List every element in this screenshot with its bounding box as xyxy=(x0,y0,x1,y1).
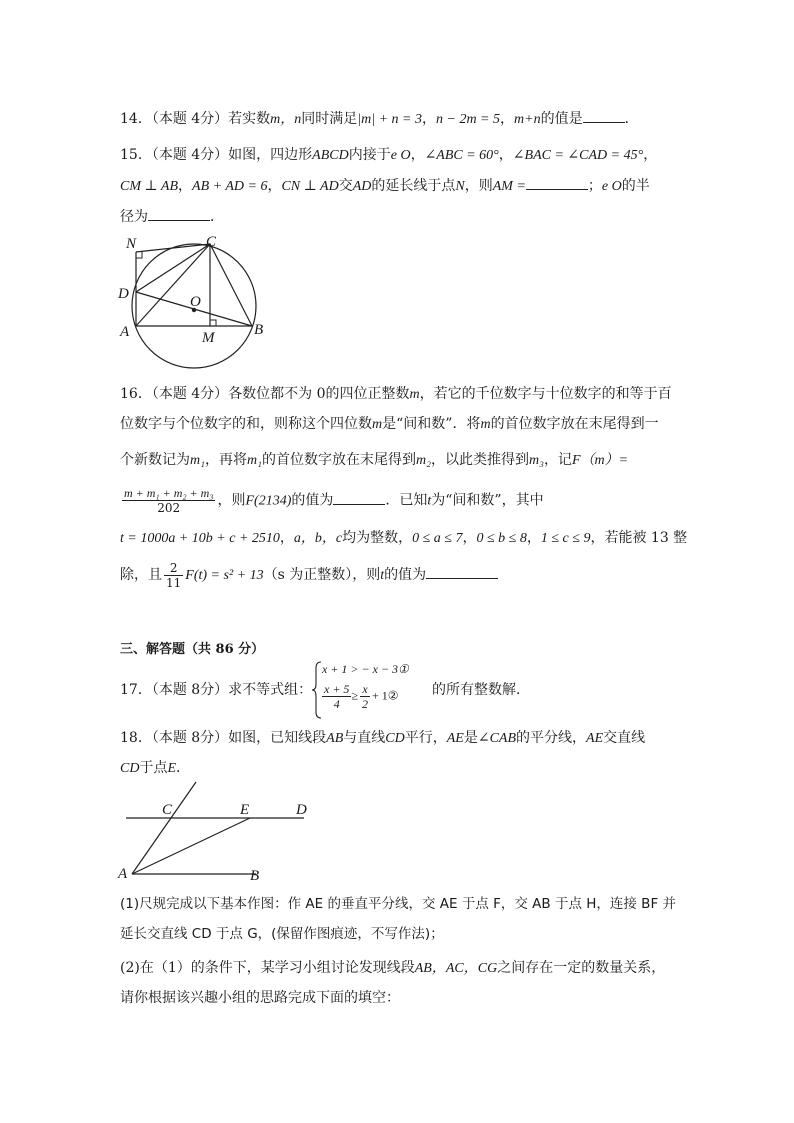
q16-text: （s 为正整数），则 xyxy=(263,567,381,583)
q16-text: 的首位数字放在末尾得到一 xyxy=(490,416,659,432)
q16-sep: ， xyxy=(279,530,294,546)
q15-text: 交 xyxy=(338,178,353,194)
q16-var: m xyxy=(480,417,491,432)
q15-sep: ， xyxy=(178,178,193,194)
q14-prefix: 14．（本题 4分）若实数 xyxy=(120,111,271,127)
q18-text: 交直线 xyxy=(603,730,646,746)
q16-text: ．已知 xyxy=(385,492,428,509)
q15-ad: AD xyxy=(352,179,372,194)
question-16-line-5 xyxy=(120,528,687,549)
label-o: O xyxy=(190,294,201,310)
q16-var: m₃ xyxy=(528,453,544,468)
q16-text: 是“间和数”．将 xyxy=(382,416,481,432)
q16-frac-den: 11 xyxy=(166,575,182,590)
q16-text: ，以此类推得到 xyxy=(430,452,529,468)
q16-t-eq: t = 1000a + 10b + c + 2510 xyxy=(120,531,280,546)
label-a: A xyxy=(120,324,130,340)
q15-cm: CM ⊥ AB xyxy=(120,179,179,194)
q16-ft-eq: F(t) = s² + 13 xyxy=(185,568,264,583)
question-15-line-3 xyxy=(120,206,224,227)
q16-var: m xyxy=(372,417,383,432)
q16-text: ，记 xyxy=(543,452,572,468)
q16-f2134: F(2134) xyxy=(245,493,292,509)
q16-text: 个新数记为 xyxy=(120,452,190,468)
q14-eq1: |m| + n = 3 xyxy=(357,112,422,127)
q16-var: m₁ xyxy=(190,453,205,468)
question-15-line-1 xyxy=(120,145,657,166)
q15-sum: AB + AD = 6 xyxy=(192,179,268,194)
q18-vars: AB，AC，CG xyxy=(414,961,498,976)
q15-angle-abc: ∠ABC = 60° xyxy=(424,148,499,163)
q18-part-1-line-2: 延长交直线 CD 于点 G，(保留作图痕迹，不写作法)； xyxy=(120,926,444,942)
q15-text: ，则 xyxy=(464,178,493,194)
q15-sep: ； xyxy=(587,178,602,194)
label-b: B xyxy=(254,322,264,338)
label-e: E xyxy=(240,802,250,818)
q16-frac-den: 202 xyxy=(157,501,181,515)
q16-var: t xyxy=(427,493,432,509)
q18-text: 是 xyxy=(463,730,478,746)
q16-text: 16．（本题 4分）各数位都不为 0的四位正整数 xyxy=(120,386,410,402)
q18-text: 18．（本题 8分）如图，已知线段 xyxy=(120,730,327,746)
q17-inequality-system xyxy=(312,660,422,720)
q18-end: ． xyxy=(176,760,191,776)
q17-tail: + 1② xyxy=(372,688,399,703)
q15-circle: e O xyxy=(390,148,411,163)
q18-text: 的平分线， xyxy=(516,730,587,746)
q17-frac-den: 2 xyxy=(362,697,369,711)
label-c: C xyxy=(162,802,173,818)
question-18-line-2 xyxy=(120,758,190,779)
q17-frac-right xyxy=(360,682,370,711)
q15-am: AM = xyxy=(492,179,526,194)
q18-var: CD xyxy=(385,731,405,746)
q16-text: 的值为 xyxy=(384,567,427,583)
q18-text: 与直线 xyxy=(343,730,386,746)
question-17 xyxy=(120,680,312,700)
q15-radius-blank[interactable] xyxy=(148,206,210,221)
q16-text: 均为整数， xyxy=(342,530,413,546)
question-16-line-1 xyxy=(120,384,672,405)
q14-answer-blank[interactable] xyxy=(583,108,625,123)
question-16-line-6 xyxy=(120,560,498,591)
q15-sep: ， xyxy=(498,147,513,163)
q15-sep: ， xyxy=(267,178,282,194)
q18-var: AB xyxy=(326,731,344,746)
question-16-line-4 xyxy=(120,486,544,516)
q16-range-c: 1 ≤ c ≤ 9 xyxy=(540,531,591,546)
q14-expr: m+n xyxy=(514,112,541,127)
q18-figure xyxy=(114,780,324,884)
q16-vars: a，b，c xyxy=(293,531,343,546)
brace-icon xyxy=(312,660,322,720)
q18-part-2-line-2: 请你根据该兴趣小组的思路完成下面的填空： xyxy=(120,990,400,1006)
q14-vars: m，n xyxy=(270,112,302,127)
q18-part-2-line-1 xyxy=(120,958,665,979)
question-16-line-3 xyxy=(120,450,628,471)
q18-text: 于点 xyxy=(139,760,168,776)
q17-frac-left xyxy=(322,682,351,711)
question-15-line-2 xyxy=(120,175,650,197)
q18-var: CD xyxy=(120,761,140,776)
q16-text: ，若它的千位数字与十位数字的和等于百 xyxy=(419,386,672,402)
q14-eq2: n − 2m = 5 xyxy=(436,112,501,127)
q16-frac-num: 2 xyxy=(164,561,183,576)
q16-text: 为“间和数”，其中 xyxy=(431,492,544,509)
quad-abcd xyxy=(136,244,252,326)
q14-sep: ， xyxy=(422,111,436,127)
q16-var: m₂ xyxy=(415,453,431,468)
question-18-line-1 xyxy=(120,728,645,749)
q15-am-blank[interactable] xyxy=(526,175,588,190)
q14-mid: 同时满足 xyxy=(301,111,358,127)
q16-sep: ， xyxy=(526,530,541,546)
q16-var: m xyxy=(409,387,420,402)
q16-sep: ， xyxy=(462,530,477,546)
q16-t-blank[interactable] xyxy=(426,564,498,579)
right-angle-m xyxy=(210,320,216,326)
q16-fraction xyxy=(122,486,215,515)
q16-fm: F（m）= xyxy=(571,453,629,468)
q18-angle: ∠CAB xyxy=(477,731,517,746)
label-b: B xyxy=(250,868,260,884)
q15-figure xyxy=(114,232,274,372)
q16-f2134-blank[interactable] xyxy=(333,490,385,505)
label-a: A xyxy=(118,866,128,882)
question-16-line-2 xyxy=(120,414,659,435)
q15-prefix: 15．（本题 4分）如图，四边形 xyxy=(120,147,313,163)
q14-end: ． xyxy=(624,111,639,127)
q17-prefix: 17．（本题 8分）求不等式组： xyxy=(120,682,313,698)
q15-cn: CN ⊥ AD xyxy=(281,179,339,194)
q18-var: AE xyxy=(586,731,604,746)
q15-text: 的半 xyxy=(621,178,650,194)
label-n: N xyxy=(126,236,137,252)
q17-frac-num: x xyxy=(360,682,370,697)
q17-inequality-1: x + 1 > − x − 3① xyxy=(322,662,409,676)
q16-range-a: 0 ≤ a ≤ 7 xyxy=(412,531,463,546)
q15-text: 内接于 xyxy=(348,147,391,163)
q15-circle: e O xyxy=(601,179,622,194)
segment-ae xyxy=(132,818,250,874)
q18-text: 之间存在一定的数量关系， xyxy=(497,960,666,976)
q16-range-b: 0 ≤ b ≤ 8 xyxy=(476,531,527,546)
q15-angle-bac: ∠BAC = ∠CAD = 45° xyxy=(512,148,644,163)
q16-text: 的首位数字放在末尾得到 xyxy=(261,452,416,468)
q16-text: ，再将 xyxy=(204,452,247,468)
q17-frac-num: x + 5 xyxy=(324,682,350,696)
q18-var: E xyxy=(167,761,177,776)
q17-frac-den: 4 xyxy=(333,697,340,711)
q17-geq: ≥ xyxy=(351,688,359,703)
q15-text: 的延长线于点 xyxy=(371,178,456,194)
q15-sep: ， xyxy=(410,147,425,163)
q17-suffix: 的所有整数解． xyxy=(432,682,530,698)
q14-sep: ， xyxy=(500,111,515,127)
q15-quad: ABCD xyxy=(312,148,349,163)
q16-text: ，则 xyxy=(217,492,246,509)
label-d: D xyxy=(296,802,307,818)
q16-text: 的值为 xyxy=(291,492,334,509)
right-angle-n xyxy=(136,252,142,258)
q18-text: 平行， xyxy=(404,730,447,746)
q16-text: 位数字与个位数字的和，则称这个四位数 xyxy=(120,416,372,432)
q15-end: ． xyxy=(210,209,224,225)
q15-text: 径为 xyxy=(120,209,148,225)
label-d: D xyxy=(118,286,129,302)
ray-ac xyxy=(132,782,196,874)
q18-part-1-line-1: (1)尺规完成以下基本作图：作 AE 的垂直平分线，交 AE 于点 F，交 AB 于点 H，连接 BF 并 xyxy=(120,896,677,912)
q14-suffix: 的值是 xyxy=(540,111,583,127)
q15-sep: ， xyxy=(643,147,658,163)
q16-var: m₁ xyxy=(246,453,262,468)
q15-n: N xyxy=(455,179,465,194)
q18-text: (2)在（1）的条件下，某学习小组讨论发现线段 xyxy=(120,960,415,976)
q16-frac-num: m + m₁ + m₂ + m₃ xyxy=(124,486,214,500)
label-m: M xyxy=(202,330,215,346)
q17-inequality-2 xyxy=(322,682,399,711)
q16-text: 除，且 xyxy=(120,567,162,583)
q16-fraction-2-11 xyxy=(164,561,183,590)
section-3-title: 三、解答题（共 86 分） xyxy=(120,642,265,657)
q18-var: AE xyxy=(446,731,464,746)
label-c: C xyxy=(206,234,217,250)
question-14 xyxy=(120,108,639,130)
q16-var: t xyxy=(380,568,385,583)
q16-text: ，若能被 13 整 xyxy=(590,530,688,546)
